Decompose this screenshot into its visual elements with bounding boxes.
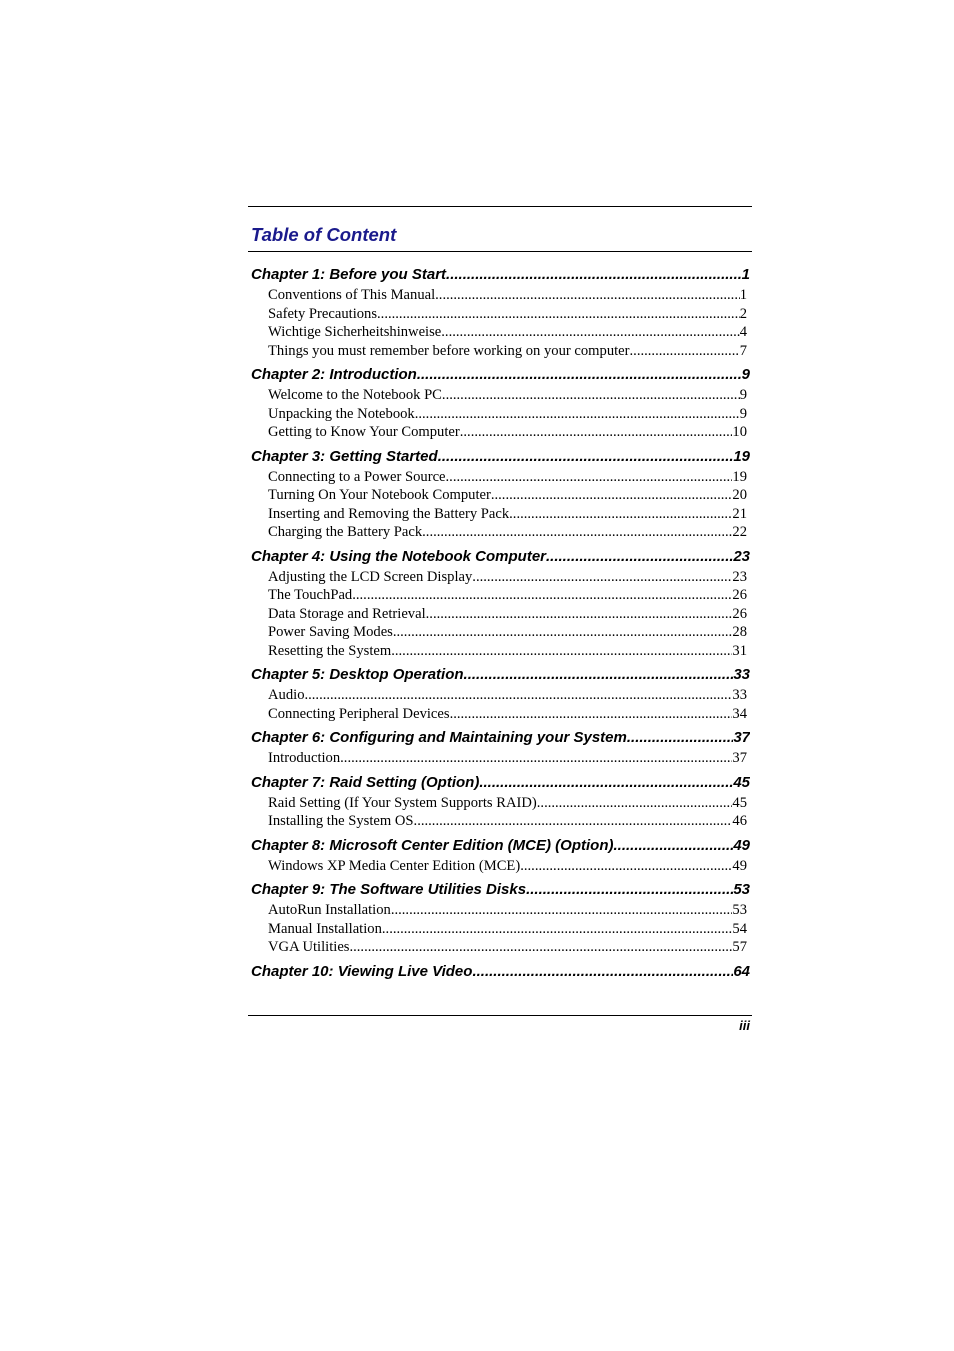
toc-section-entry-page-number: 54 bbox=[732, 920, 747, 937]
dot-leader bbox=[441, 323, 739, 342]
toc-section-entry-page-number: 22 bbox=[732, 524, 747, 540]
dot-leader bbox=[442, 386, 740, 405]
toc-chapter-entry-page-number: 37 bbox=[733, 729, 750, 746]
dot-leader bbox=[509, 505, 732, 524]
toc-section-entry[interactable] bbox=[251, 423, 747, 442]
toc-section-entry-page-number: 9 bbox=[739, 405, 747, 422]
toc-chapter-entry-page-number: 49 bbox=[733, 836, 750, 854]
toc-section-entry-title: Adjusting the LCD Screen Display bbox=[268, 568, 473, 585]
toc-section-entry-page-number: 26 bbox=[732, 605, 747, 622]
dot-leader bbox=[472, 961, 733, 983]
toc-section-entry-page-number: 46 bbox=[732, 813, 747, 829]
toc-section-entry-page-number: 7 bbox=[739, 342, 747, 359]
toc-section-entry-title: Turning On Your Notebook Computer bbox=[268, 487, 491, 503]
toc-chapter-entry-title: Chapter 7: Raid Setting (Option) bbox=[251, 773, 480, 791]
toc-chapter-block bbox=[251, 772, 750, 831]
toc-section-entry-title: Connecting to a Power Source bbox=[268, 468, 446, 485]
toc-section-entry[interactable] bbox=[251, 794, 747, 813]
toc-section-entry-page-number: 2 bbox=[739, 305, 747, 322]
dot-leader bbox=[491, 486, 733, 505]
dot-leader bbox=[464, 664, 734, 686]
toc-chapter-entry-title: Chapter 6: Configuring and Maintaining your System bbox=[251, 729, 627, 746]
toc-section-entry-title: Safety Precautions bbox=[268, 305, 378, 322]
dot-leader bbox=[377, 305, 740, 324]
toc-chapter-block bbox=[251, 264, 750, 360]
toc-section-entry[interactable] bbox=[251, 623, 747, 642]
dot-leader bbox=[627, 727, 733, 749]
toc-section-entry[interactable] bbox=[251, 901, 747, 920]
toc-section-entry-title: Introduction bbox=[268, 750, 341, 766]
toc-chapter-entry-title: Chapter 5: Desktop Operation bbox=[251, 666, 464, 683]
toc-section-entry-title: Windows XP Media Center Edition (MCE) bbox=[268, 857, 521, 874]
toc-chapter-entry[interactable] bbox=[251, 961, 750, 983]
toc-chapter-entry[interactable] bbox=[251, 264, 750, 286]
toc-section-entry-page-number: 53 bbox=[732, 902, 747, 918]
toc-section-entry-title: Raid Setting (If Your System Supports RAID) bbox=[268, 794, 537, 811]
dot-leader bbox=[479, 772, 733, 794]
toc-section-entry-page-number: 23 bbox=[732, 568, 747, 585]
table-of-contents bbox=[251, 264, 750, 987]
toc-section-entry-title: VGA Utilities bbox=[268, 939, 350, 955]
toc-chapter-entry[interactable] bbox=[251, 727, 750, 749]
dot-leader bbox=[472, 568, 732, 587]
toc-section-entry-title: Installing the System OS bbox=[268, 813, 414, 829]
toc-section-entry-page-number: 34 bbox=[732, 705, 747, 722]
toc-section-entry[interactable] bbox=[251, 505, 747, 524]
dot-leader bbox=[546, 546, 733, 568]
toc-section-entry-title: Getting to Know Your Computer bbox=[268, 424, 460, 440]
dot-leader bbox=[415, 405, 740, 424]
toc-chapter-entry-page-number: 53 bbox=[733, 881, 750, 898]
toc-chapter-block bbox=[251, 727, 750, 768]
toc-section-entry-page-number: 4 bbox=[739, 324, 747, 340]
toc-chapter-entry[interactable] bbox=[251, 446, 750, 468]
toc-section-entry-page-number: 20 bbox=[732, 487, 747, 503]
toc-section-entry-title: Wichtige Sicherheitshinweise bbox=[268, 324, 442, 340]
dot-leader bbox=[340, 749, 732, 768]
toc-chapter-entry-page-number: 45 bbox=[733, 773, 750, 791]
footer-rule bbox=[248, 1015, 752, 1016]
toc-section-entry[interactable] bbox=[251, 686, 747, 705]
toc-section-entry-page-number: 33 bbox=[732, 687, 747, 703]
toc-section-entry[interactable] bbox=[251, 938, 747, 957]
toc-chapter-entry-title: Chapter 9: The Software Utilities Disks bbox=[251, 881, 527, 898]
dot-leader bbox=[450, 705, 733, 724]
toc-section-entry[interactable] bbox=[251, 586, 747, 605]
dot-leader bbox=[460, 423, 733, 442]
toc-section-entry-page-number: 9 bbox=[739, 387, 747, 403]
toc-section-entry[interactable] bbox=[251, 812, 747, 831]
toc-chapter-block bbox=[251, 664, 750, 723]
toc-section-entry[interactable] bbox=[251, 286, 747, 305]
toc-section-entry[interactable] bbox=[251, 468, 747, 487]
toc-chapter-block bbox=[251, 879, 750, 957]
dot-leader bbox=[438, 446, 734, 468]
toc-chapter-block bbox=[251, 835, 750, 876]
toc-section-entry-title: Power Saving Modes bbox=[268, 624, 393, 640]
toc-section-entry[interactable] bbox=[251, 486, 747, 505]
toc-chapter-entry[interactable] bbox=[251, 879, 750, 901]
toc-section-entry-title: Data Storage and Retrieval bbox=[268, 605, 426, 622]
toc-section-entry[interactable] bbox=[251, 405, 747, 424]
toc-section-entry-page-number: 57 bbox=[732, 939, 747, 955]
toc-chapter-entry-page-number: 23 bbox=[733, 547, 750, 565]
toc-chapter-block bbox=[251, 364, 750, 442]
toc-section-entry-page-number: 19 bbox=[732, 468, 747, 485]
toc-section-entry[interactable] bbox=[251, 605, 747, 624]
dot-leader bbox=[352, 586, 732, 605]
header-rule bbox=[248, 206, 752, 207]
toc-section-entry-page-number: 49 bbox=[732, 857, 747, 874]
toc-chapter-entry-page-number: 64 bbox=[733, 962, 750, 980]
dot-leader bbox=[391, 642, 732, 661]
toc-section-entry-page-number: 37 bbox=[732, 750, 747, 766]
toc-section-entry-title: Conventions of This Manual bbox=[268, 287, 436, 303]
toc-section-entry-title: Charging the Battery Pack bbox=[268, 524, 423, 540]
toc-chapter-entry-title: Chapter 4: Using the Notebook Computer bbox=[251, 547, 547, 565]
toc-section-entry-title: Audio bbox=[268, 687, 305, 703]
dot-leader bbox=[435, 286, 740, 305]
dot-leader bbox=[526, 879, 733, 901]
toc-section-entry-page-number: 45 bbox=[732, 794, 747, 811]
toc-chapter-entry-page-number: 9 bbox=[741, 366, 750, 383]
dot-leader bbox=[446, 468, 733, 487]
dot-leader bbox=[382, 920, 733, 939]
toc-section-entry-page-number: 31 bbox=[732, 642, 747, 659]
toc-section-entry-title: Welcome to the Notebook PC bbox=[268, 387, 442, 403]
toc-section-entry-page-number: 21 bbox=[732, 505, 747, 522]
toc-section-entry[interactable] bbox=[251, 323, 747, 342]
toc-section-entry-title: Unpacking the Notebook bbox=[268, 405, 415, 422]
toc-chapter-entry[interactable] bbox=[251, 546, 750, 568]
toc-chapter-entry-title: Chapter 3: Getting Started bbox=[251, 447, 438, 465]
toc-section-entry-page-number: 10 bbox=[732, 424, 747, 440]
toc-chapter-entry-title: Chapter 8: Microsoft Center Edition (MCE) (Option) bbox=[251, 836, 614, 854]
toc-section-entry[interactable] bbox=[251, 920, 747, 939]
toc-chapter-entry-page-number: 33 bbox=[733, 666, 750, 683]
toc-chapter-entry-page-number: 1 bbox=[741, 266, 750, 283]
toc-section-entry-title: Connecting Peripheral Devices bbox=[268, 705, 450, 722]
dot-leader bbox=[422, 523, 732, 542]
toc-section-entry-page-number: 28 bbox=[732, 624, 747, 640]
toc-chapter-entry-title: Chapter 2: Introduction bbox=[251, 366, 417, 383]
toc-section-entry[interactable] bbox=[251, 749, 747, 768]
toc-section-entry-title: The TouchPad bbox=[268, 587, 353, 603]
toc-section-entry[interactable] bbox=[251, 523, 747, 542]
toc-section-entry-title: Manual Installation bbox=[268, 920, 382, 937]
toc-section-entry[interactable] bbox=[251, 705, 747, 724]
dot-leader bbox=[391, 901, 733, 920]
toc-section-entry[interactable] bbox=[251, 342, 747, 361]
toc-section-entry[interactable] bbox=[251, 568, 747, 587]
toc-chapter-entry-title: Chapter 10: Viewing Live Video bbox=[251, 962, 473, 980]
toc-chapter-block bbox=[251, 961, 750, 983]
dot-leader bbox=[349, 938, 732, 957]
toc-chapter-entry[interactable] bbox=[251, 772, 750, 794]
toc-section-entry-title: AutoRun Installation bbox=[268, 902, 391, 918]
toc-section-entry[interactable] bbox=[251, 857, 747, 876]
toc-chapter-block bbox=[251, 546, 750, 661]
toc-section-entry[interactable] bbox=[251, 305, 747, 324]
toc-chapter-entry-title: Chapter 1: Before you Start bbox=[251, 266, 447, 283]
dot-leader bbox=[414, 812, 733, 831]
toc-chapter-entry[interactable] bbox=[251, 364, 750, 386]
page-number: iii bbox=[739, 1018, 750, 1033]
toc-section-entry[interactable] bbox=[251, 386, 747, 405]
title-rule bbox=[248, 251, 752, 252]
toc-section-entry-page-number: 1 bbox=[739, 287, 747, 303]
toc-chapter-block bbox=[251, 446, 750, 542]
dot-leader bbox=[520, 857, 732, 876]
dot-leader bbox=[426, 605, 733, 624]
dot-leader bbox=[630, 342, 740, 361]
dot-leader bbox=[537, 794, 733, 813]
toc-section-entry-page-number: 26 bbox=[732, 587, 747, 603]
dot-leader bbox=[393, 623, 733, 642]
toc-section-entry-title: Things you must remember before working on your computer bbox=[268, 342, 630, 359]
toc-section-entry-title: Inserting and Removing the Battery Pack bbox=[268, 505, 510, 522]
dot-leader bbox=[446, 264, 742, 286]
page-title: Table of Content bbox=[251, 224, 397, 245]
dot-leader bbox=[304, 686, 732, 705]
toc-section-entry[interactable] bbox=[251, 642, 747, 661]
dot-leader bbox=[613, 835, 733, 857]
dot-leader bbox=[417, 364, 742, 386]
toc-chapter-entry[interactable] bbox=[251, 664, 750, 686]
toc-section-entry-title: Resetting the System bbox=[268, 642, 392, 659]
toc-chapter-entry[interactable] bbox=[251, 835, 750, 857]
toc-chapter-entry-page-number: 19 bbox=[733, 447, 750, 465]
